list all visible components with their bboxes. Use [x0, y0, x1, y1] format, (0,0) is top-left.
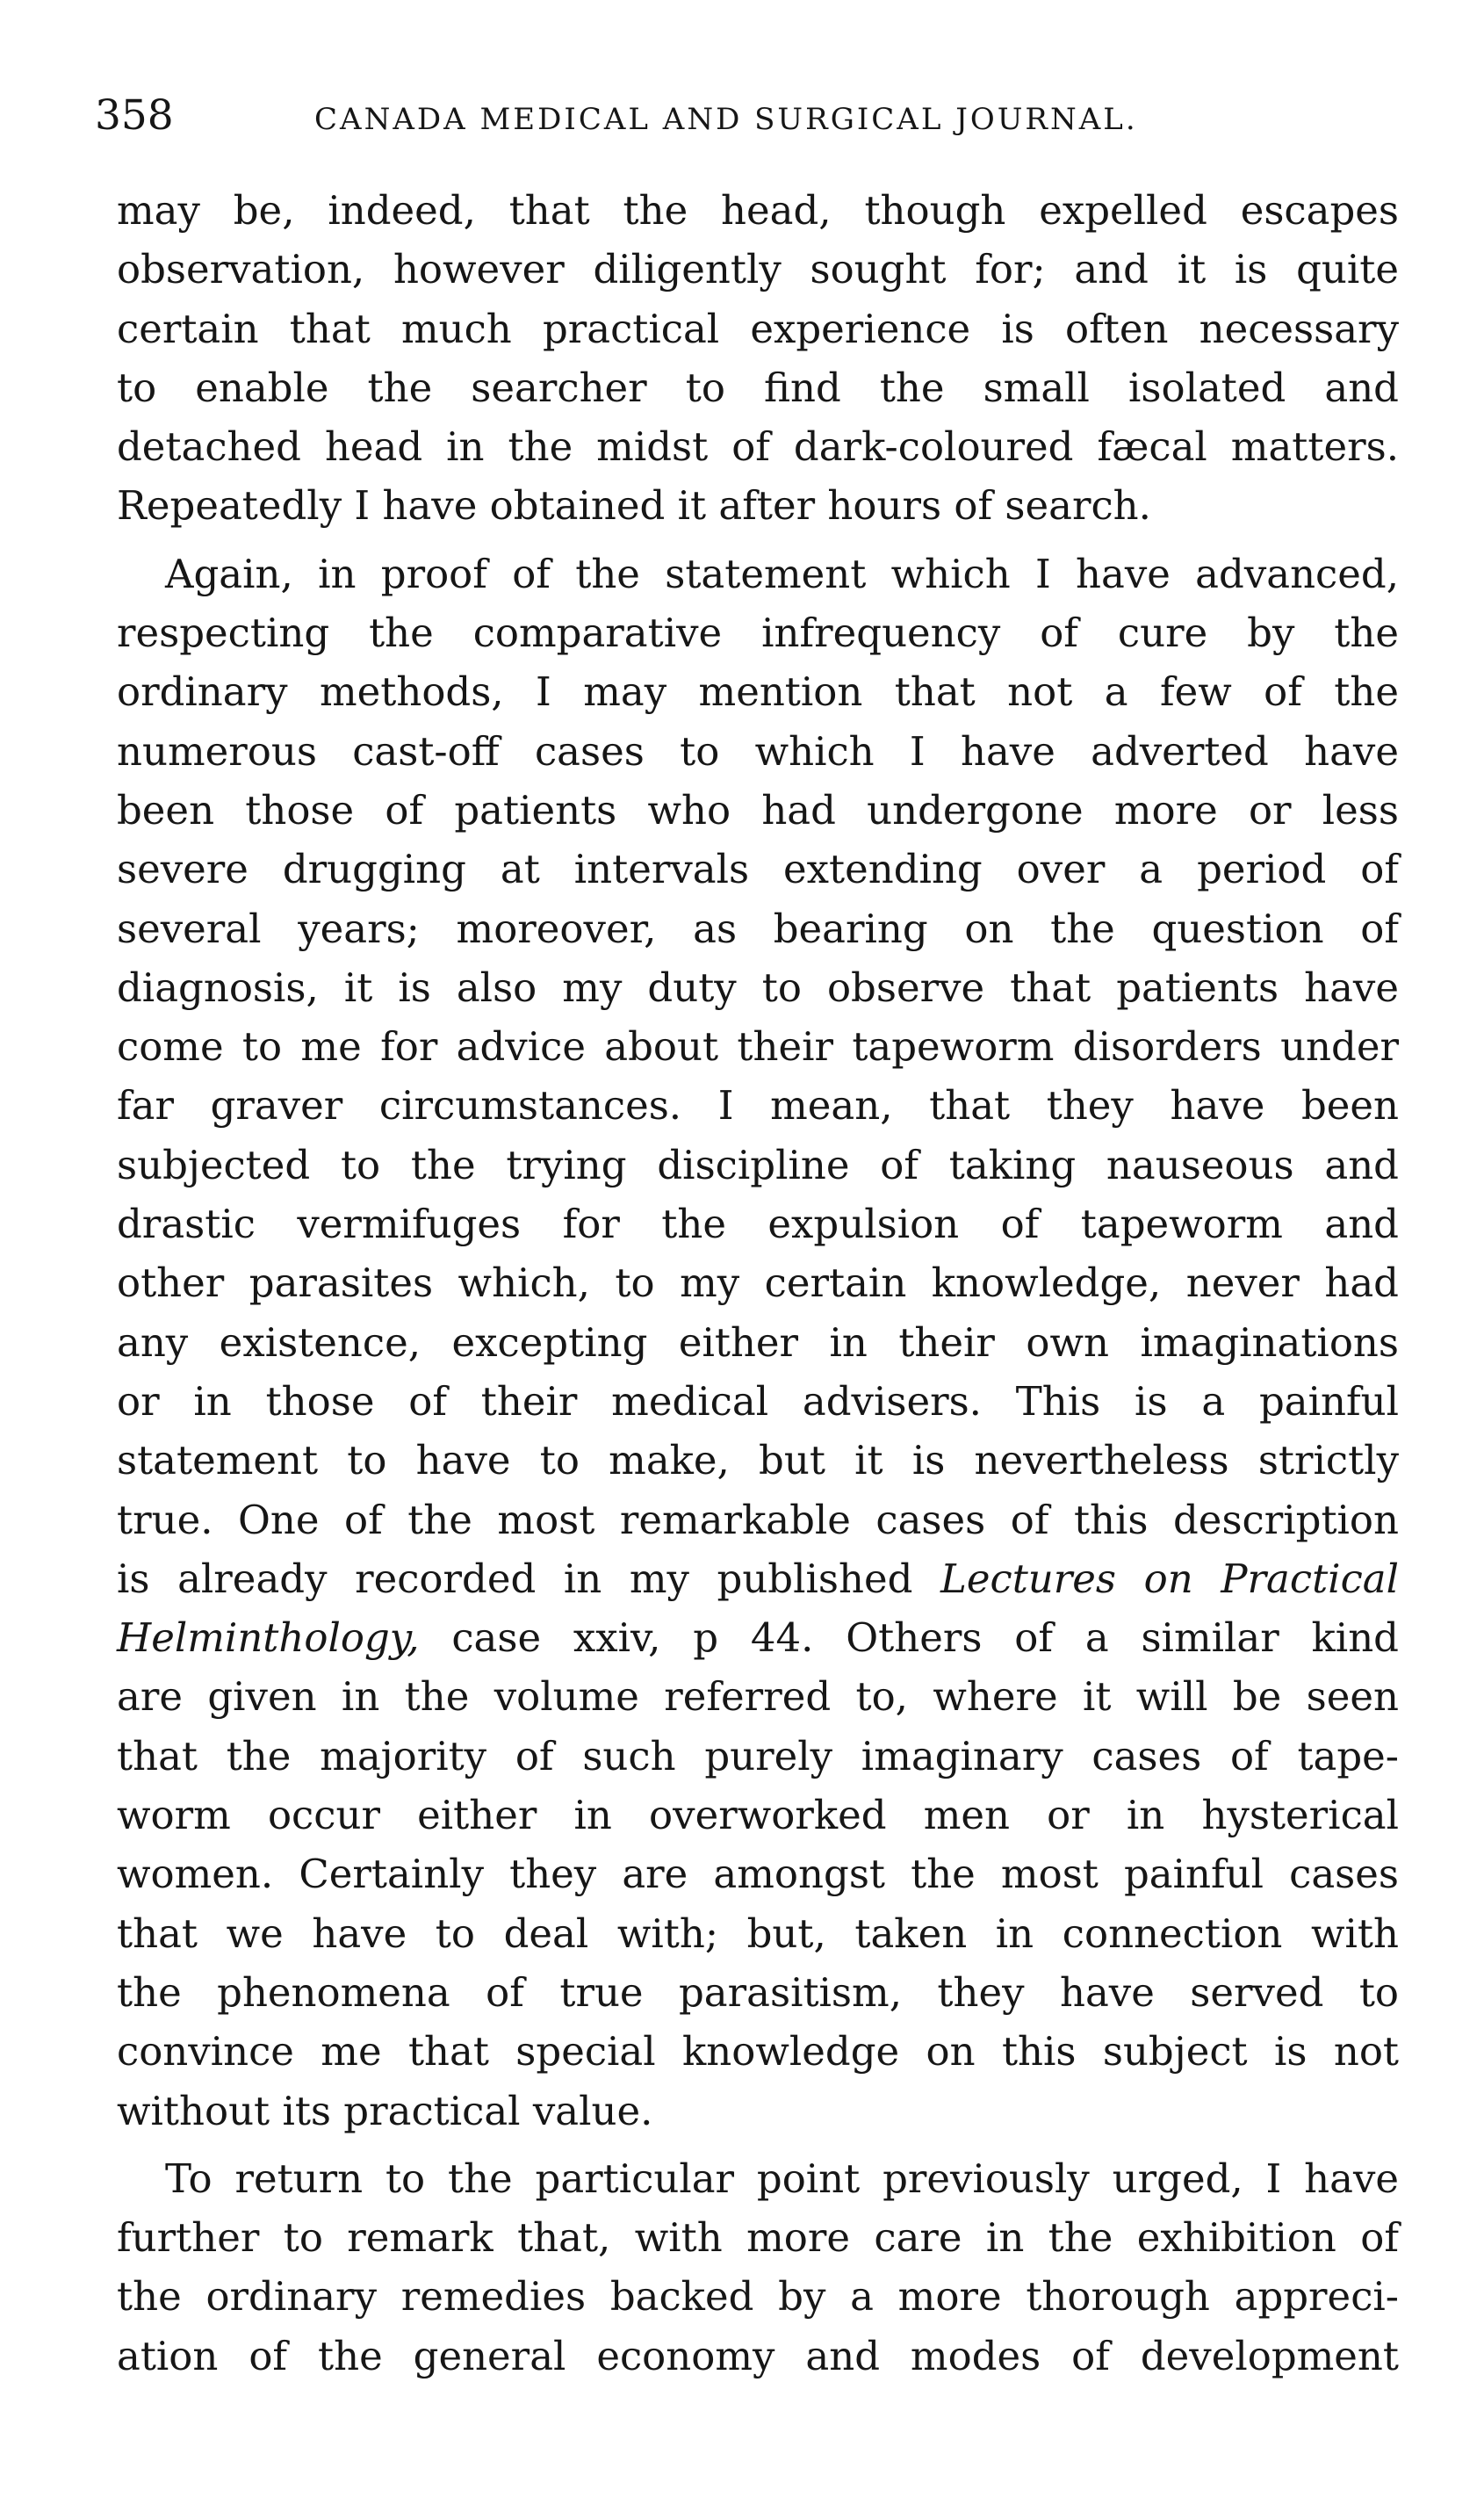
- text-line: observation, however diligently sought for; and it is quite: [117, 246, 1399, 293]
- text-line: numerous cast-off cases to which I have adverted have: [117, 727, 1399, 775]
- running-head: CANADA MEDICAL AND SURGICAL JOURNAL.: [314, 102, 1138, 137]
- text-line: ation of the general economy and modes of development: [117, 2332, 1399, 2379]
- text-line: that we have to deal with; but, taken in connection with: [117, 1909, 1399, 1957]
- text-line: several years; moreover, as bearing on the question of: [117, 905, 1399, 952]
- text-line: other parasites which, to my certain knowledge, never had: [117, 1260, 1399, 1307]
- text-line: worm occur either in overworked men or in hysterical: [117, 1792, 1399, 1839]
- text-line: the phenomena of true parasitism, they have served to: [117, 1968, 1399, 2016]
- text-line: Again, in proof of the statement which I have advanced,: [165, 550, 1399, 597]
- text-line: convince me that special knowledge on this subject is not: [117, 2028, 1399, 2075]
- text-line: diagnosis, it is also my duty to observe that patients have: [117, 964, 1399, 1011]
- text-line: without its practical value.: [117, 2087, 653, 2134]
- text-line: are given in the volume referred to, where it will be seen: [117, 1673, 1399, 1721]
- text-line: detached head in the midst of dark-coloured fæcal matters.: [117, 423, 1399, 471]
- text-line: severe drugging at intervals extending over a period of: [117, 846, 1399, 893]
- text-fragment: is already recorded in my published: [117, 1555, 913, 1602]
- paragraph-3: [117, 2149, 1399, 2386]
- text-line: respecting the comparative infrequency of cure by the: [117, 610, 1399, 657]
- text-line: may be, indeed, that the head, though expelled escapes: [117, 187, 1399, 234]
- text-line: statement to have to make, but it is nevertheless strictly: [117, 1437, 1399, 1484]
- text-line: any existence, excepting either in their own imaginations: [117, 1318, 1399, 1366]
- body-text: [117, 181, 1399, 2386]
- text-line-with-title: [117, 1608, 1399, 1667]
- book-title: Helminthology,: [117, 1614, 420, 1662]
- paragraph-2: [117, 545, 1399, 2140]
- paragraph-1: [117, 181, 1399, 536]
- paragraph-gap: [117, 536, 1399, 545]
- page-header: [95, 90, 1394, 151]
- text-line: or in those of their medical advisers. This is a painful: [117, 1377, 1399, 1425]
- text-line-with-title: [117, 1549, 1399, 1608]
- text-line: to enable the searcher to find the small isolated and: [117, 364, 1399, 411]
- page-number: 358: [95, 91, 174, 140]
- text-fragment: Others of a similar kind: [846, 1614, 1399, 1662]
- text-line: come to me for advice about their tapeworm disorders under: [117, 1023, 1399, 1071]
- text-line: ordinary methods, I may mention that not a few of the: [117, 668, 1399, 716]
- text-line: certain that much practical experience is often necessary: [117, 305, 1399, 352]
- text-line: Repeatedly I have obtained it after hours of search.: [117, 482, 1151, 530]
- text-line: that the majority of such purely imaginary cases of tape-: [117, 1732, 1399, 1779]
- text-line: the ordinary remedies backed by a more thorough appreci-: [117, 2273, 1399, 2321]
- text-line: subjected to the trying discipline of taking nauseous and: [117, 1141, 1399, 1188]
- text-line: women. Certainly they are amongst the most painful cases: [117, 1851, 1399, 1898]
- paragraph-gap: [117, 2140, 1399, 2149]
- text-line: To return to the particular point previously urged, I have: [165, 2155, 1399, 2202]
- case-reference: case xxiv, p 44.: [451, 1614, 814, 1662]
- text-line: further to remark that, with more care in the exhibition of: [117, 2214, 1399, 2262]
- book-title: Lectures on Practical: [940, 1555, 1399, 1602]
- text-line: true. One of the most remarkable cases of this description: [117, 1496, 1399, 1543]
- text-line: drastic vermifuges for the expulsion of tapeworm and: [117, 1201, 1399, 1248]
- text-line: been those of patients who had undergone more or less: [117, 786, 1399, 834]
- text-line: far graver circumstances. I mean, that they have been: [117, 1082, 1399, 1130]
